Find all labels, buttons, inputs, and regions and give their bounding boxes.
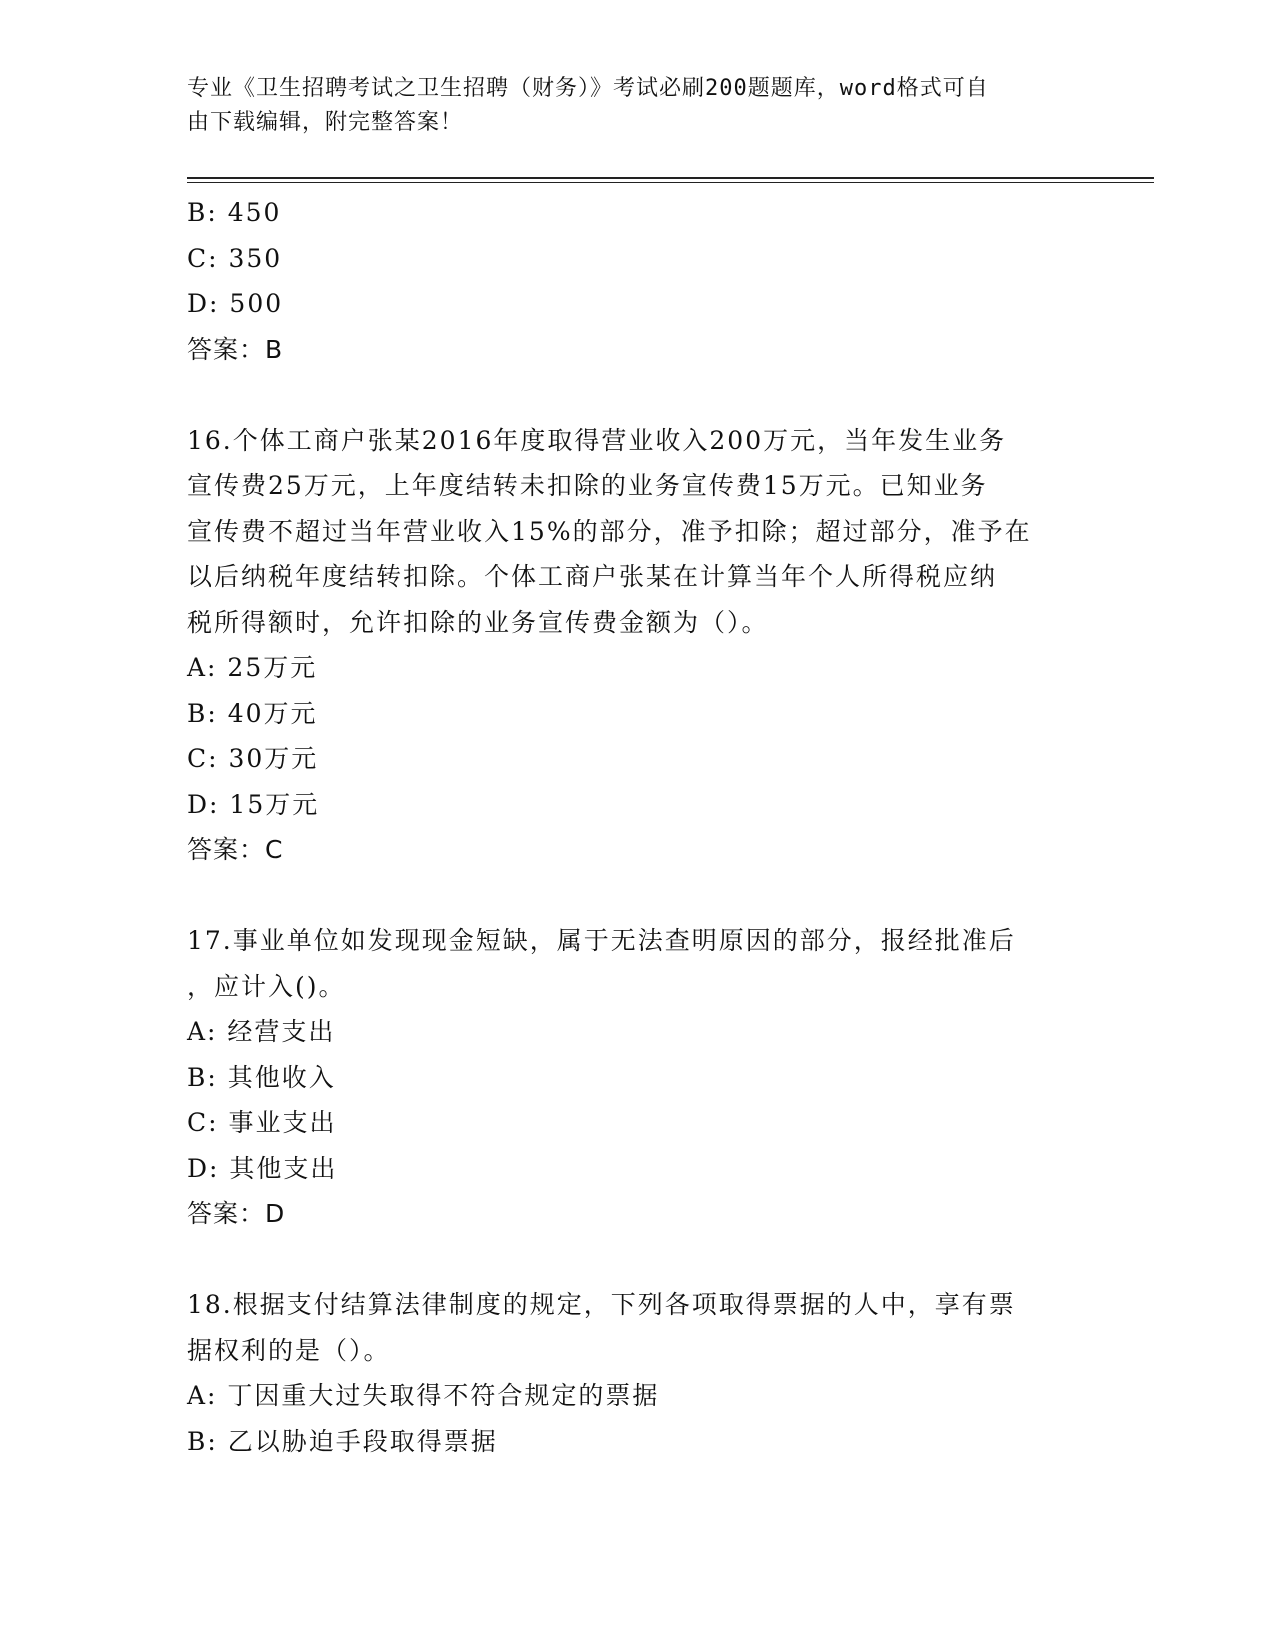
answer-line: 答案：D [187, 1199, 286, 1228]
header-line-1: 专业《卫生招聘考试之卫生招聘（财务）》考试必刷200题题库，word格式可自 [187, 76, 989, 101]
question-15-continued [187, 190, 1087, 372]
question-18 [187, 1282, 1087, 1464]
question-stem-line: 17.事业单位如发现现金短缺，属于无法查明原因的部分，报经批准后 [187, 926, 1016, 955]
option-a: A: 25万元 [187, 653, 318, 682]
option-c: C: 350 [187, 243, 283, 273]
question-17 [187, 918, 1087, 1237]
question-stem-line: 以后纳税年度结转扣除。个体工商户张某在计算当年个人所得税应纳 [187, 562, 998, 591]
answer-line: 答案：C [187, 835, 284, 864]
question-16 [187, 418, 1087, 873]
spacer [187, 372, 1087, 418]
question-stem-line: 宣传费不超过当年营业收入15%的部分，准予扣除；超过部分，准予在 [187, 516, 1032, 546]
option-d: D: 其他支出 [187, 1153, 338, 1183]
spacer [187, 1237, 1087, 1283]
option-b: B: 450 [187, 198, 282, 227]
question-content [187, 190, 1087, 1464]
header-line-2: 由下载编辑，附完整答案！ [187, 110, 464, 135]
question-stem-line: 宣传费25万元，上年度结转未扣除的业务宣传费15万元。已知业务 [187, 471, 988, 500]
question-stem-line: 18.根据支付结算法律制度的规定，下列各项取得票据的人中，享有票 [187, 1290, 1016, 1319]
option-a: A: 丁因重大过失取得不符合规定的票据 [187, 1381, 660, 1410]
header-divider-thin [187, 182, 1154, 183]
question-stem-line: 据权利的是（）。 [187, 1335, 391, 1365]
option-b: B: 乙以胁迫手段取得票据 [187, 1426, 498, 1456]
page-header [187, 72, 1067, 140]
option-a: A: 经营支出 [187, 1017, 336, 1046]
answer-line: 答案：B [187, 334, 284, 364]
option-d: D: 15万元 [187, 789, 320, 819]
header-divider-thick [187, 177, 1154, 179]
spacer [187, 873, 1087, 919]
option-c: C: 30万元 [187, 744, 319, 773]
option-b: B: 其他收入 [187, 1062, 336, 1092]
option-d: D: 500 [187, 289, 284, 318]
question-stem-line: 16.个体工商户张某2016年度取得营业收入200万元，当年发生业务 [187, 425, 1007, 455]
question-stem-line: ，应计入()。 [187, 971, 346, 1001]
option-c: C: 事业支出 [187, 1108, 337, 1137]
option-b: B: 40万元 [187, 698, 318, 728]
question-stem-line: 税所得额时，允许扣除的业务宣传费金额为（）。 [187, 607, 769, 637]
